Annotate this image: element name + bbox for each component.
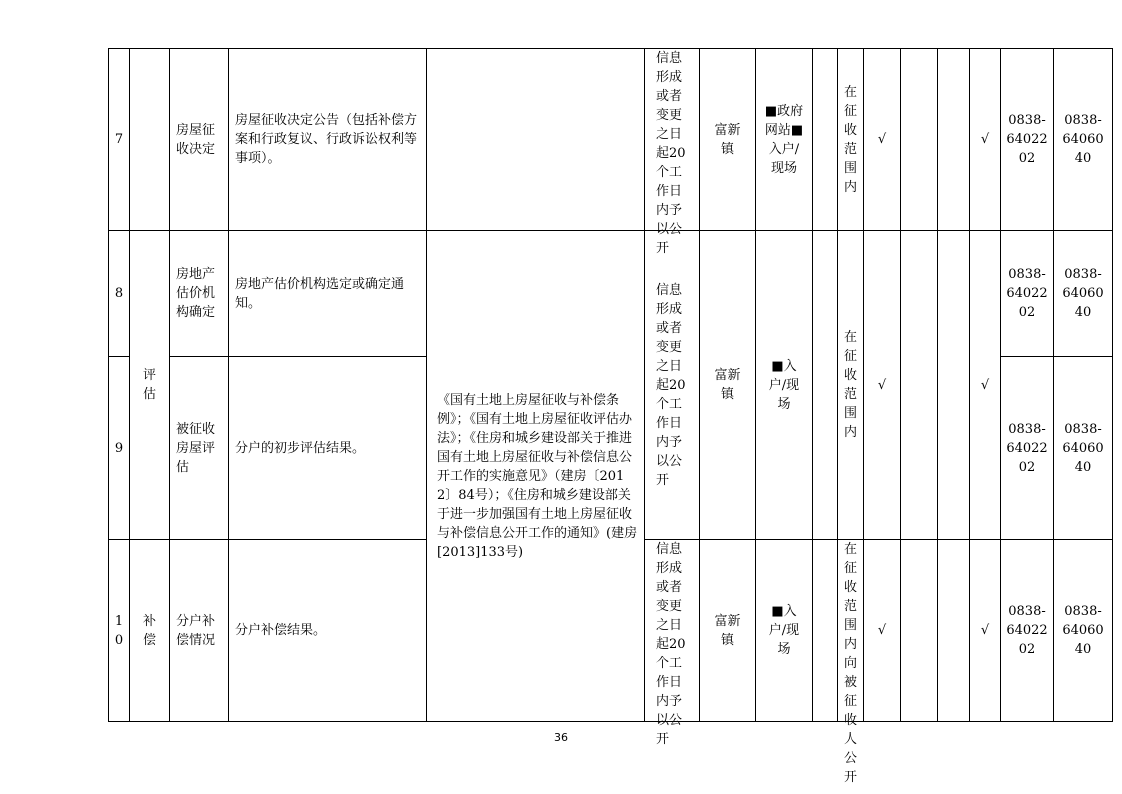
time-text: 信息形成或者变更之日起20个工作日内予以公开	[656, 282, 686, 488]
subject-text: 富新镇	[714, 613, 741, 648]
category-cell	[130, 49, 170, 231]
row-number: 9	[109, 357, 130, 540]
content-cell: 分户的初步评估结果。	[229, 357, 427, 540]
basis-cell	[427, 49, 645, 231]
row-number-text: 10	[114, 613, 124, 648]
subject-cell	[700, 49, 756, 231]
subject-cell	[700, 231, 756, 540]
blank-cell	[901, 49, 938, 231]
page-number: 36	[554, 731, 568, 744]
time-cell	[645, 540, 700, 747]
phone-text: 0838-6402202	[1006, 421, 1048, 475]
content-cell: 房地产估价机构选定或确定通知。	[229, 231, 427, 357]
subject-text: 富新镇	[714, 368, 741, 402]
phone-cell	[1001, 49, 1054, 231]
channel-text: ■政府网站■入户/现场	[764, 103, 804, 176]
phone-cell	[1054, 540, 1113, 722]
channel-text: ■入户/现场	[768, 604, 800, 657]
content-cell: 分户补偿结果。	[229, 540, 427, 722]
time-text: 信息形成或者变更之日起20个工作日内予以公开	[656, 51, 686, 256]
phone-text: 0838-6406040	[1062, 604, 1104, 657]
subject-cell	[700, 540, 756, 722]
check-cell: √	[970, 49, 1001, 231]
item-text: 分户补偿情况	[176, 613, 216, 648]
blank-cell	[813, 231, 838, 540]
scope-cell	[838, 49, 864, 231]
item-text: 被征收房屋评估	[176, 421, 216, 475]
row-number: 7	[109, 49, 130, 231]
item-cell	[170, 49, 229, 231]
category-cell	[130, 540, 170, 722]
item-cell	[170, 231, 229, 357]
channel-text: ■入户/现场	[768, 358, 800, 412]
category-cell	[130, 231, 170, 540]
time-cell	[645, 49, 700, 256]
blank-cell	[938, 231, 970, 540]
phone-text: 0838-6406040	[1062, 421, 1104, 475]
channel-cell	[756, 49, 813, 231]
row-number: 8	[109, 231, 130, 357]
phone-text: 0838-6402202	[1006, 267, 1048, 320]
channel-cell	[756, 231, 813, 540]
phone-text: 0838-6402202	[1006, 113, 1048, 166]
phone-cell	[1054, 49, 1113, 231]
scope-text: 在征收范围内向被征收人公开	[843, 542, 857, 785]
check-cell: √	[864, 49, 901, 231]
phone-text: 0838-6402202	[1006, 604, 1048, 657]
scope-cell	[838, 540, 864, 785]
check-cell: √	[970, 540, 1001, 722]
phone-cell	[1001, 540, 1054, 722]
blank-cell	[938, 49, 970, 231]
item-cell	[170, 540, 229, 722]
blank-cell	[901, 540, 938, 722]
phone-cell	[1054, 231, 1113, 357]
check-cell: √	[864, 231, 901, 540]
item-text: 房屋征收决定	[176, 122, 216, 157]
time-cell	[645, 231, 700, 540]
table-row	[109, 231, 1113, 357]
content-cell: 房屋征收决定公告（包括补偿方案和行政复议、行政诉讼权利等事项）。	[229, 49, 427, 231]
check-cell: √	[864, 540, 901, 722]
scope-cell	[838, 231, 864, 540]
channel-cell	[756, 540, 813, 722]
phone-cell	[1001, 231, 1054, 357]
phone-text: 0838-6406040	[1062, 267, 1104, 320]
subject-text: 富新镇	[714, 122, 741, 157]
item-text: 房地产估价机构确定	[176, 267, 216, 320]
row-number	[109, 540, 130, 722]
category-text: 评估	[142, 368, 156, 402]
blank-cell	[813, 540, 838, 722]
basis-cell: 《国有土地上房屋征收与补偿条例》；《国有土地上房屋征收评估办法》；《住房和城乡建设部关于推进国有土地上房屋征收与补偿信息公开工作的实施意见》（建房〔2012〕84号）；《住房和城乡建设部关于进一步加强国有土地上房屋征收与补偿信息公开工作的通知》(建房[2013]133号)	[427, 231, 645, 722]
check-cell: √	[970, 231, 1001, 540]
time-text: 信息形成或者变更之日起20个工作日内予以公开	[656, 542, 686, 747]
item-cell	[170, 357, 229, 540]
phone-text: 0838-6406040	[1062, 113, 1104, 166]
scope-text: 在征收范围内	[843, 84, 857, 195]
category-text: 补偿	[142, 613, 156, 648]
blank-cell	[901, 231, 938, 540]
blank-cell	[813, 49, 838, 231]
blank-cell	[938, 540, 970, 722]
scope-text: 在征收范围内	[843, 330, 857, 440]
table-row	[109, 49, 1113, 231]
phone-cell	[1001, 357, 1054, 540]
phone-cell	[1054, 357, 1113, 540]
